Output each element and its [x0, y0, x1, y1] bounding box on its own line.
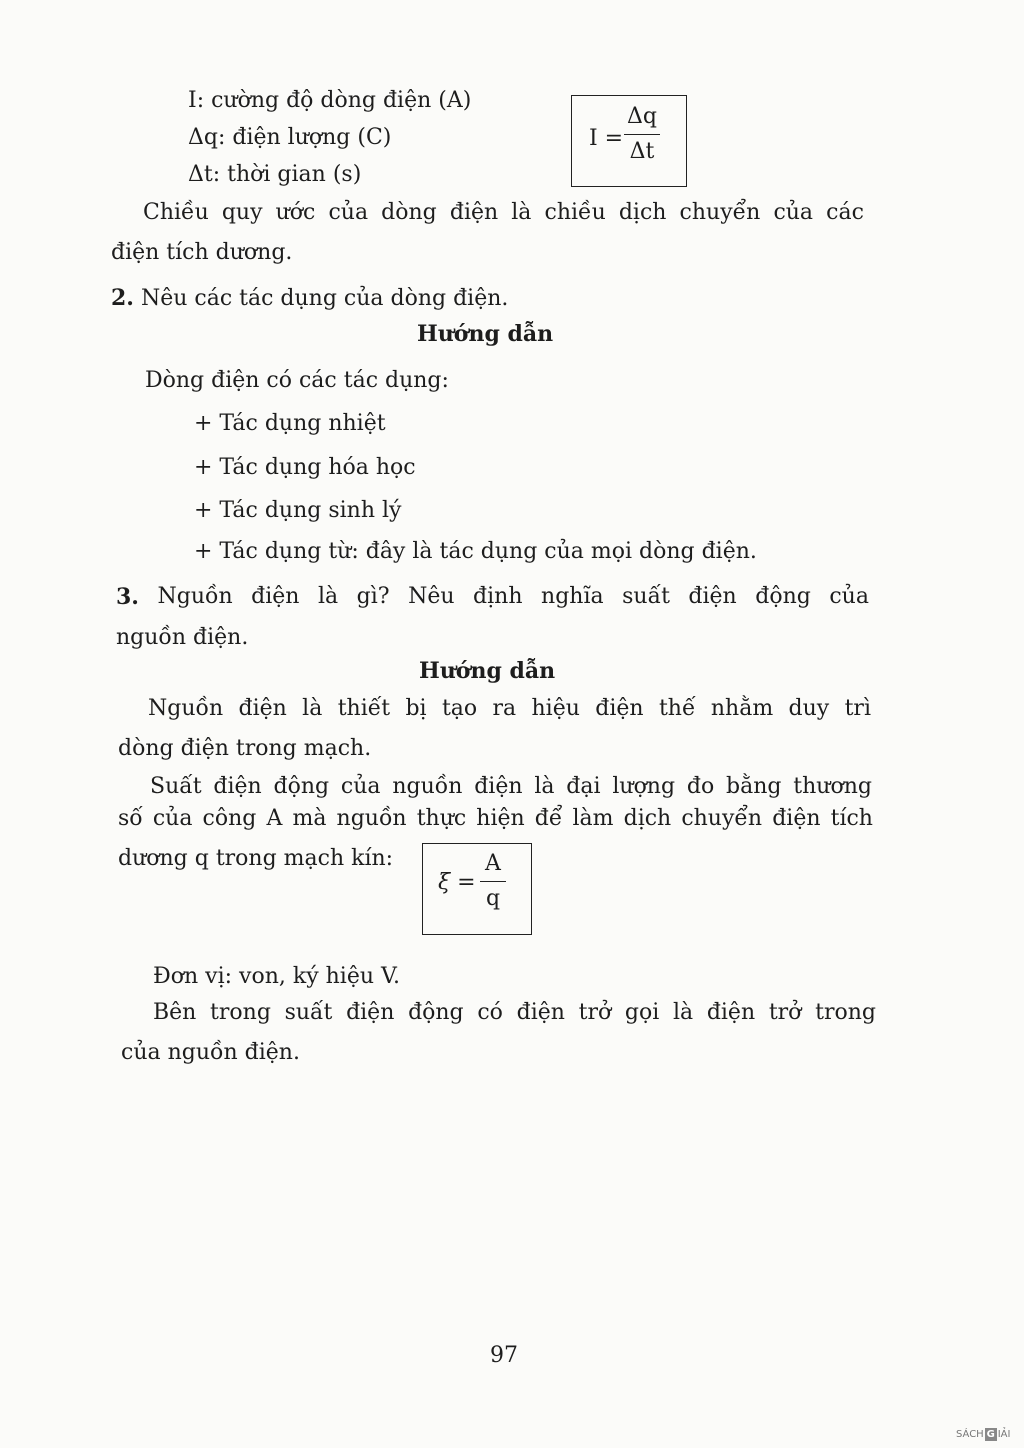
brand-logo — [956, 1428, 1010, 1441]
word: số — [118, 806, 143, 831]
word: của — [340, 774, 381, 799]
word: động — [273, 774, 330, 799]
question-3-line1 — [116, 586, 869, 608]
word: điện — [706, 1000, 756, 1025]
internal-paragraph-line2: của nguồn điện. — [121, 1040, 300, 1065]
word: để — [534, 806, 563, 831]
formula-current-numerator: Δq — [627, 104, 657, 129]
word: điện — [251, 584, 300, 609]
unit-line: Đơn vị: von, ký hiệu V. — [153, 964, 401, 989]
word: của — [328, 200, 369, 225]
word: hiệu — [531, 696, 580, 721]
word: bằng — [726, 774, 782, 799]
word: suất — [622, 584, 670, 609]
word: điện — [213, 774, 262, 799]
word: điện — [346, 1000, 395, 1025]
word: suất — [284, 1000, 333, 1025]
word: dịch — [623, 806, 672, 831]
word: Nguồn — [148, 696, 224, 721]
question-2 — [111, 287, 508, 310]
effect-item: + Tác dụng từ: đây là tác dụng của mọi dòng điện. — [194, 539, 757, 564]
word: trở — [578, 1000, 612, 1025]
section-heading: Hướng dẫn — [417, 321, 554, 347]
word: Nêu — [408, 584, 455, 609]
word: dòng — [381, 200, 437, 225]
word: điện — [595, 696, 644, 721]
question-3-line2: nguồn điện. — [116, 625, 249, 650]
direction-paragraph-line1 — [143, 202, 864, 224]
word: là — [317, 584, 339, 609]
word: đo — [686, 774, 715, 799]
emf-paragraph-line1 — [150, 776, 872, 798]
definition-time: Δt: thời gian (s) — [188, 162, 362, 187]
word: có — [477, 1000, 503, 1025]
formula-emf-denominator: q — [485, 886, 501, 911]
word: điện — [449, 200, 499, 225]
word: làm — [572, 806, 614, 831]
word: tạo — [441, 696, 478, 721]
effects-intro: Dòng điện có các tác dụng: — [145, 368, 449, 393]
word: nguồn — [392, 774, 463, 799]
word: các — [826, 200, 864, 225]
word: của — [829, 584, 869, 609]
emf-paragraph-line2 — [118, 808, 873, 830]
section-heading: Hướng dẫn — [419, 658, 556, 684]
formula-current-denominator: Δt — [629, 139, 655, 164]
definition-charge: Δq: điện lượng (C) — [188, 125, 392, 150]
effect-item: + Tác dụng hóa học — [194, 455, 416, 480]
word: của — [773, 200, 814, 225]
source-paragraph-line1 — [148, 698, 871, 720]
word: ra — [492, 696, 517, 721]
word: tích — [830, 806, 873, 831]
word: điện — [772, 806, 821, 831]
word: gọi — [624, 1000, 660, 1025]
word: động — [755, 584, 811, 609]
direction-paragraph-line2: điện tích dương. — [111, 240, 293, 265]
internal-paragraph-line1 — [153, 1002, 876, 1024]
word: điện — [474, 774, 523, 799]
formula-emf-numerator: A — [485, 851, 501, 876]
word: hiện — [476, 806, 525, 831]
word: điện — [688, 584, 737, 609]
effect-item: + Tác dụng sinh lý — [194, 498, 402, 523]
word: quy — [221, 200, 263, 225]
emf-paragraph-line3: dương q trong mạch kín: — [118, 846, 394, 871]
brand-mark-icon: G — [986, 1429, 995, 1440]
word: là — [672, 1000, 694, 1025]
page-number: 97 — [490, 1343, 518, 1368]
formula-emf-fraction — [480, 853, 506, 910]
word: bị — [405, 696, 427, 721]
question-number: 2. — [111, 285, 134, 311]
word: chuyển — [681, 806, 763, 831]
word: lượng — [612, 774, 676, 799]
word: Chiều — [143, 200, 209, 225]
word: dịch — [618, 200, 667, 225]
question-number: 3. — [116, 584, 139, 610]
word: điện — [516, 1000, 565, 1025]
word: trong — [210, 1000, 271, 1025]
word: nghĩa — [541, 584, 604, 609]
word: nhằm — [710, 696, 774, 721]
word: thương — [793, 774, 872, 799]
source-paragraph-line2: dòng điện trong mạch. — [118, 736, 372, 761]
formula-current-lhs: I = — [589, 126, 624, 151]
word: trì — [844, 696, 871, 721]
word: điện — [238, 696, 287, 721]
word: Suất — [150, 774, 202, 799]
fraction-bar — [624, 134, 660, 135]
fraction-bar — [480, 881, 506, 882]
word: động — [408, 1000, 464, 1025]
word: thế — [658, 696, 696, 721]
formula-emf-lhs: ξ = — [438, 870, 476, 895]
word: A — [266, 806, 283, 831]
word: trong — [815, 1000, 876, 1025]
word: đại — [566, 774, 601, 799]
brand-left: SÁCH — [956, 1429, 984, 1440]
word: ước — [275, 200, 316, 225]
word: là — [511, 200, 532, 225]
word: của — [152, 806, 193, 831]
effect-item: + Tác dụng nhiệt — [194, 411, 386, 436]
word: thực — [416, 806, 467, 831]
word: Nguồn — [157, 584, 233, 609]
word: Bên — [153, 1000, 197, 1025]
word: định — [473, 584, 523, 609]
brand-right: IẢI — [997, 1429, 1011, 1440]
word: là — [302, 696, 323, 721]
word: thiết — [337, 696, 391, 721]
word: trở — [768, 1000, 802, 1025]
word: là — [534, 774, 555, 799]
definition-current: I: cường độ dòng điện (A) — [188, 88, 472, 113]
word: nguồn — [336, 806, 407, 831]
formula-current-fraction — [624, 106, 660, 163]
word: gì? — [356, 584, 390, 609]
word: mà — [292, 806, 327, 831]
word: chiều — [544, 200, 606, 225]
word: duy — [788, 696, 830, 721]
word: chuyển — [679, 200, 761, 225]
question-text: Nêu các tác dụng của dòng điện. — [140, 286, 509, 311]
word: công — [202, 806, 257, 831]
